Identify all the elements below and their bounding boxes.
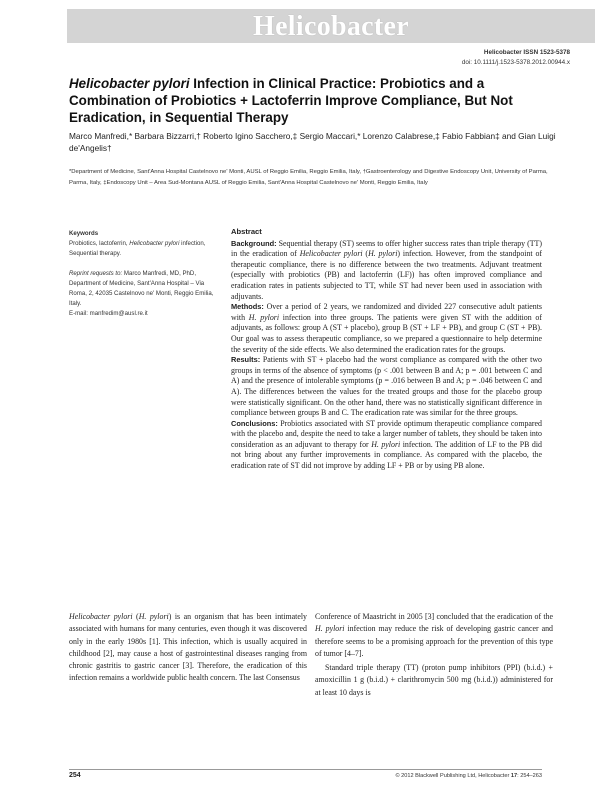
keywords-heading: Keywords xyxy=(69,230,99,237)
abstract-methods xyxy=(231,302,542,355)
right-p1-text-b: infection may reduce the risk of developing gastric cancer and therefore seems to be a promising approach for the prevention of this type of tumor [4–7]. xyxy=(315,624,553,658)
journal-meta xyxy=(462,48,570,68)
affiliations: *Department of Medicine, Sant'Anna Hospital Castelnovo ne' Monti, AUSL of Reggio Emilia, Reggio Emilia, Italy, †Gastroenterology and Digestive Endoscopy Unit, University of Parma, Parma, Italy, ‡Endoscopy Unit – Area Sud-Montana AUSL of Reggio Emilia, Sant'Anna Hospital Castelnovo ne' Monti, Reggio Emilia, Italy xyxy=(69,169,548,186)
background-italic-2: H. pylori xyxy=(368,249,398,259)
methods-text-a: Over a period of 2 years, we randomized and divided 227 consecutive adult patients with xyxy=(231,302,542,322)
intro-italic-1: Helicobacter pylori xyxy=(69,612,133,621)
body-column-left xyxy=(69,611,307,685)
background-text-a: Sequential therapy (ST) seems to offer higher success rates than triple therapy (TT) in the eradication of xyxy=(231,238,542,259)
abstract-background xyxy=(231,239,542,303)
abstract xyxy=(231,227,542,472)
corresponding-email[interactable]: E-mail: manfredim@ausl.re.it xyxy=(69,310,148,317)
right-p1-italic: H. pylori xyxy=(315,624,345,634)
keywords-list xyxy=(69,239,219,259)
intro-paragraph-3: Standard triple therapy (TT) (proton pump inhibitors (PPI) (b.i.d.) + amoxicillin 1 g (b.i.d.) + clarithromycin 500 mg (b.i.d.)) administered for at least 10 days is xyxy=(315,663,553,697)
copyright-text-a: © 2012 Blackwell Publishing Ltd, Helicobacter xyxy=(395,773,511,779)
copyright-text-b: : 254–263 xyxy=(517,773,542,779)
article-sidebar xyxy=(69,229,219,319)
conclusions-label: Conclusions: xyxy=(231,418,278,428)
journal-banner xyxy=(67,9,595,43)
background-text-b: ( xyxy=(362,249,369,259)
results-text: Patients with ST + placebo had the worst compliance as compared with the other two groups in terms of the absence of symptoms (p < .001 between B and A; p = .001 between C and A) and the presence of intolerable symptoms (p = .016 between B and A; p = .046 between C and A). The differences between the values for the treated groups and those for the placebo group were statistically significant. On the other hand, there was no statistically significant difference in compliance between groups B and C. The eradication rate was similar for the three groups. xyxy=(231,355,542,418)
results-label: Results: xyxy=(231,355,261,365)
copyright-line xyxy=(395,773,542,779)
methods-label: Methods: xyxy=(231,302,264,312)
background-label: Background: xyxy=(231,238,277,248)
abstract-conclusions xyxy=(231,419,542,472)
intro-text-b: ) is an organism that has been intimately associated with humans for many centuries, even though it was discovered only in the early 1980s [1]. This infection, which is usually acquired in childhood [2], may cause a host of gastrointestinal diseases ranging from chronic gastritis to gastric cancer [3]. Therefore, the eradication of this infection remains a worldwide public health concern. The last Consensus xyxy=(69,612,308,683)
intro-paragraph-2 xyxy=(315,611,553,660)
body-column-right xyxy=(315,611,553,699)
author-list: Marco Manfredi,* Barbara Bizzarri,† Roberto Igino Sacchero,‡ Sergio Maccari,* Lorenzo Calabrese,‡ Fabio Fabbian‡ and Gian Luigi de'Angelis† xyxy=(69,131,556,153)
background-italic-1: Helicobacter pylori xyxy=(299,249,363,259)
reprint-text: Marco Manfredi, MD, PhD, Department of Medicine, Sant'Anna Hospital – Via Roma, 2, 42035 Castelnovo ne' Monti, Reggio Emilia, Italy. xyxy=(69,270,214,307)
right-p1-text-a: Conference of Maastricht in 2005 [3] concluded that the eradication of the xyxy=(315,612,553,621)
journal-doi: doi: 10.1111/j.1523-5378.2012.00944.x xyxy=(461,59,570,66)
article-title-rest: Infection in Clinical Practice: Probiotics and a Combination of Probiotics + Lactoferrin Improve Compliance, But Not Eradication, in Sequential Therapy xyxy=(69,76,513,125)
article-title-italic: Helicobacter pylori xyxy=(69,76,190,91)
footer-divider xyxy=(69,769,542,770)
reprint-label: Reprint requests to: xyxy=(69,270,123,277)
abstract-results xyxy=(231,355,542,419)
methods-text-b: infection into three groups. The patients were given ST with the addition of adjuvants, as follows: group A (ST + placebo), group B (ST + LF + PB), and group C (ST + PB). Our goal was to assess therapeutic compliance, so we prepared a questionnaire to help determine the severity of the side effects. We also determined the eradication rates for the groups. xyxy=(231,312,542,354)
copyright-volume: 17 xyxy=(510,773,518,779)
conclusions-italic: H. pylori xyxy=(371,439,401,449)
keywords-italic: Helicobacter pylori xyxy=(129,240,180,247)
methods-italic: H. pylori xyxy=(248,312,280,322)
journal-issn: Helicobacter ISSN 1523-5378 xyxy=(483,49,570,56)
keywords-text-b: infection, Sequential therapy. xyxy=(69,240,206,257)
intro-text-a: ( xyxy=(132,612,139,621)
background-text-c: ) infection. However, from the standpoint of therapeutic compliance, there is no difference between the two treatments. Adjuvant treatment (especially with probiotics (PB) and lactoferrin (LF)) has often improved compliance and eradication rates in patients subjected to TT, while ST had never been used in association with adjuvants. xyxy=(231,249,543,301)
journal-banner-title: Helicobacter xyxy=(253,11,409,42)
conclusions-text-b: infection. The addition of LF to the PB did not bring about any further improvements in compliance. As compared with the placebo, the eradication rate of ST did not improve by adding LF + PB or by using PB alone. xyxy=(231,439,542,471)
intro-paragraph-1 xyxy=(69,611,307,685)
page-number: 254 xyxy=(69,772,81,779)
conclusions-text-a: Probiotics associated with ST provide optimum therapeutic compliance compared with the placebo and, despite the need to take a larger number of tablets, they should be taken into consideration as an adjuvant to therapy for xyxy=(231,418,542,449)
reprint-requests xyxy=(69,269,219,309)
keywords-text-a: Probiotics, lactoferrin, xyxy=(69,240,130,247)
intro-italic-2: H. pylori xyxy=(138,612,169,621)
abstract-heading: Abstract xyxy=(231,227,262,236)
article-title xyxy=(69,75,569,126)
